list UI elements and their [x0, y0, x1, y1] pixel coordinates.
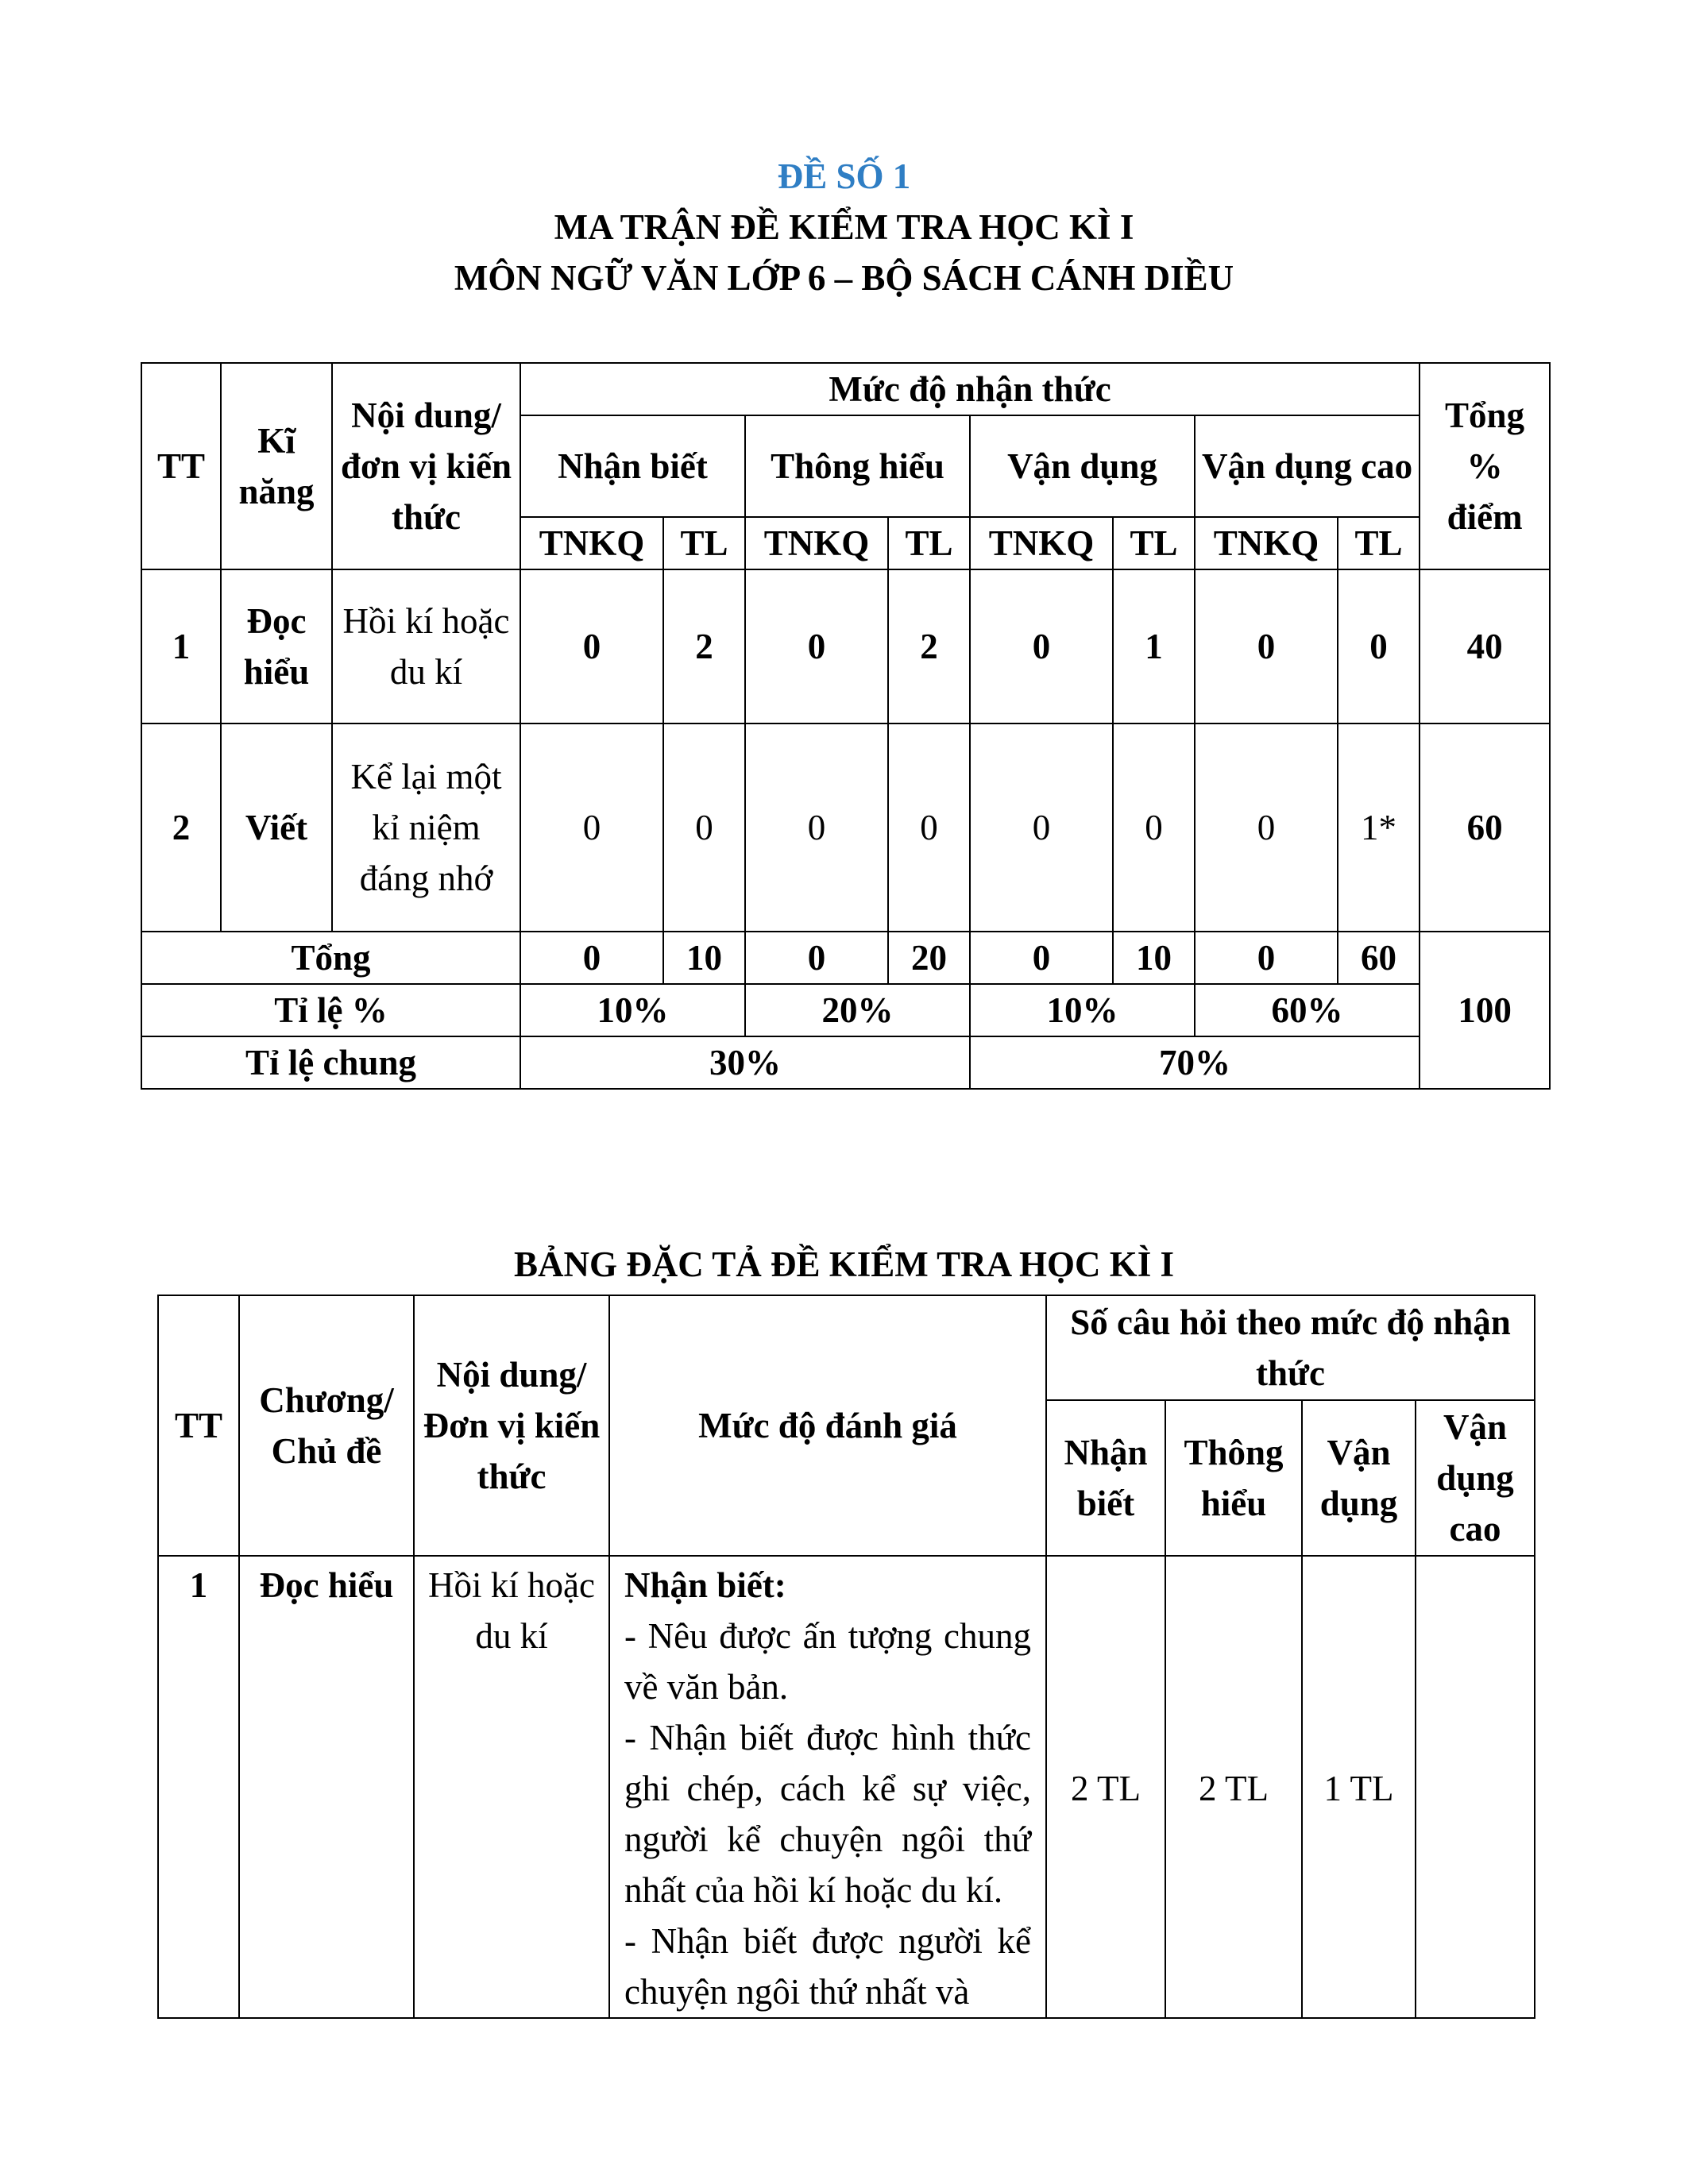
row-skill: Đọc hiểu — [221, 569, 332, 723]
sum-label: Tổng — [141, 932, 520, 984]
page-title: MA TRẬN ĐỀ KIỂM TRA HỌC KÌ I — [554, 207, 1134, 247]
sum-value: 20 — [888, 932, 970, 984]
grand-total: 100 — [1420, 932, 1550, 1089]
sum-value: 0 — [520, 932, 663, 984]
assessment-line: - Nhận biết được hình thức ghi chép, cách kể sự việc, người kể chuyện ngôi thứ nhất của hồi kí hoặc du kí. — [624, 1718, 1031, 1910]
row-content: Hồi kí hoặc du kí — [332, 569, 520, 723]
cell-value: 1 — [1113, 569, 1195, 723]
header-sub: TNKQ — [745, 517, 888, 569]
row-total: 40 — [1420, 569, 1550, 723]
cell-value: 0 — [745, 723, 888, 932]
ratio-value: 10% — [520, 984, 745, 1036]
page-subtitle: MÔN NGỮ VĂN LỚP 6 – BỘ SÁCH CÁNH DIỀU — [454, 258, 1234, 298]
cell-value: 0 — [1195, 569, 1338, 723]
sum-value: 10 — [663, 932, 745, 984]
assessment-label: Nhận biết: — [624, 1565, 786, 1605]
spec-row-count: 2 TL — [1165, 1556, 1302, 2018]
spec-header-level: Thông hiểu — [1165, 1400, 1302, 1556]
ratio-value: 10% — [970, 984, 1195, 1036]
cell-value: 2 — [663, 569, 745, 723]
spec-header-level: Nhận biết — [1046, 1400, 1165, 1556]
cell-value: 0 — [663, 723, 745, 932]
ratio-value: 20% — [745, 984, 970, 1036]
spec-row-count: 1 TL — [1302, 1556, 1416, 2018]
general-ratio-label: Tỉ lệ chung — [141, 1036, 520, 1089]
header-level-apply: Vận dụng — [970, 415, 1195, 517]
cell-value: 0 — [1113, 723, 1195, 932]
header-level-group: Mức độ nhận thức — [520, 363, 1420, 415]
document-header — [0, 151, 1688, 303]
row-tt: 1 — [141, 569, 221, 723]
cell-value: 0 — [520, 723, 663, 932]
cell-value: 1* — [1338, 723, 1420, 932]
sum-value: 10 — [1113, 932, 1195, 984]
header-sub: TL — [663, 517, 745, 569]
table-row — [141, 723, 1550, 932]
header-sub: TL — [1113, 517, 1195, 569]
assessment-line: - Nhận biết được người kể chuyện ngôi thứ nhất và — [624, 1921, 1031, 2012]
header-tt: TT — [141, 363, 221, 569]
spec-title: BẢNG ĐẶC TẢ ĐỀ KIỂM TRA HỌC KÌ I — [514, 1244, 1174, 1284]
spec-row-count: 2 TL — [1046, 1556, 1165, 2018]
general-ratio-value: 30% — [520, 1036, 970, 1089]
sum-value: 0 — [745, 932, 888, 984]
ratio-row — [141, 984, 1550, 1036]
exam-number: ĐỀ SỐ 1 — [777, 156, 911, 196]
header-sub: TL — [888, 517, 970, 569]
cell-value: 0 — [1195, 723, 1338, 932]
cell-value: 0 — [970, 723, 1113, 932]
row-skill: Viết — [221, 723, 332, 932]
spec-row-content: Hồi kí hoặc du kí — [414, 1556, 609, 2018]
spec-header-level: Vận dụng cao — [1416, 1400, 1535, 1556]
specification-table — [157, 1295, 1535, 2019]
spec-row-count — [1416, 1556, 1535, 2018]
spec-header-tt: TT — [158, 1295, 239, 1556]
header-level-recognize: Nhận biết — [520, 415, 745, 517]
row-tt: 2 — [141, 723, 221, 932]
header-sub: TNKQ — [520, 517, 663, 569]
spec-row-assessment — [609, 1556, 1046, 2018]
cell-value: 0 — [888, 723, 970, 932]
row-content: Kể lại một kỉ niệm đáng nhớ — [332, 723, 520, 932]
general-ratio-row — [141, 1036, 1550, 1089]
header-sub: TNKQ — [970, 517, 1113, 569]
spec-row-tt: 1 — [158, 1556, 239, 2018]
header-sub: TNKQ — [1195, 517, 1338, 569]
sum-value: 0 — [970, 932, 1113, 984]
ratio-value: 60% — [1195, 984, 1420, 1036]
header-content: Nội dung/đơn vị kiến thức — [332, 363, 520, 569]
row-total: 60 — [1420, 723, 1550, 932]
table-row — [158, 1556, 1535, 2018]
ratio-label: Tỉ lệ % — [141, 984, 520, 1036]
table-row — [141, 569, 1550, 723]
cell-value: 0 — [970, 569, 1113, 723]
header-level-apply-high: Vận dụng cao — [1195, 415, 1420, 517]
spec-header-chapter: Chương/ Chủ đề — [239, 1295, 414, 1556]
header-skill: Kĩ năng — [221, 363, 332, 569]
general-ratio-value: 70% — [970, 1036, 1420, 1089]
cell-value: 0 — [745, 569, 888, 723]
assessment-line: - Nêu được ấn tượng chung về văn bản. — [624, 1616, 1031, 1707]
spec-row-chapter: Đọc hiểu — [239, 1556, 414, 2018]
spec-header-content: Nội dung/Đơn vị kiến thức — [414, 1295, 609, 1556]
cell-value: 2 — [888, 569, 970, 723]
spec-header-question-group: Số câu hỏi theo mức độ nhận thức — [1046, 1295, 1535, 1400]
header-sub: TL — [1338, 517, 1420, 569]
assessment-matrix-table — [141, 362, 1551, 1090]
spec-header-assessment: Mức độ đánh giá — [609, 1295, 1046, 1556]
header-level-understand: Thông hiểu — [745, 415, 970, 517]
cell-value: 0 — [1338, 569, 1420, 723]
sum-row — [141, 932, 1550, 984]
cell-value: 0 — [520, 569, 663, 723]
sum-value: 0 — [1195, 932, 1338, 984]
sum-value: 60 — [1338, 932, 1420, 984]
header-total-pct: Tổng % điểm — [1420, 363, 1550, 569]
spec-header-level: Vận dụng — [1302, 1400, 1416, 1556]
